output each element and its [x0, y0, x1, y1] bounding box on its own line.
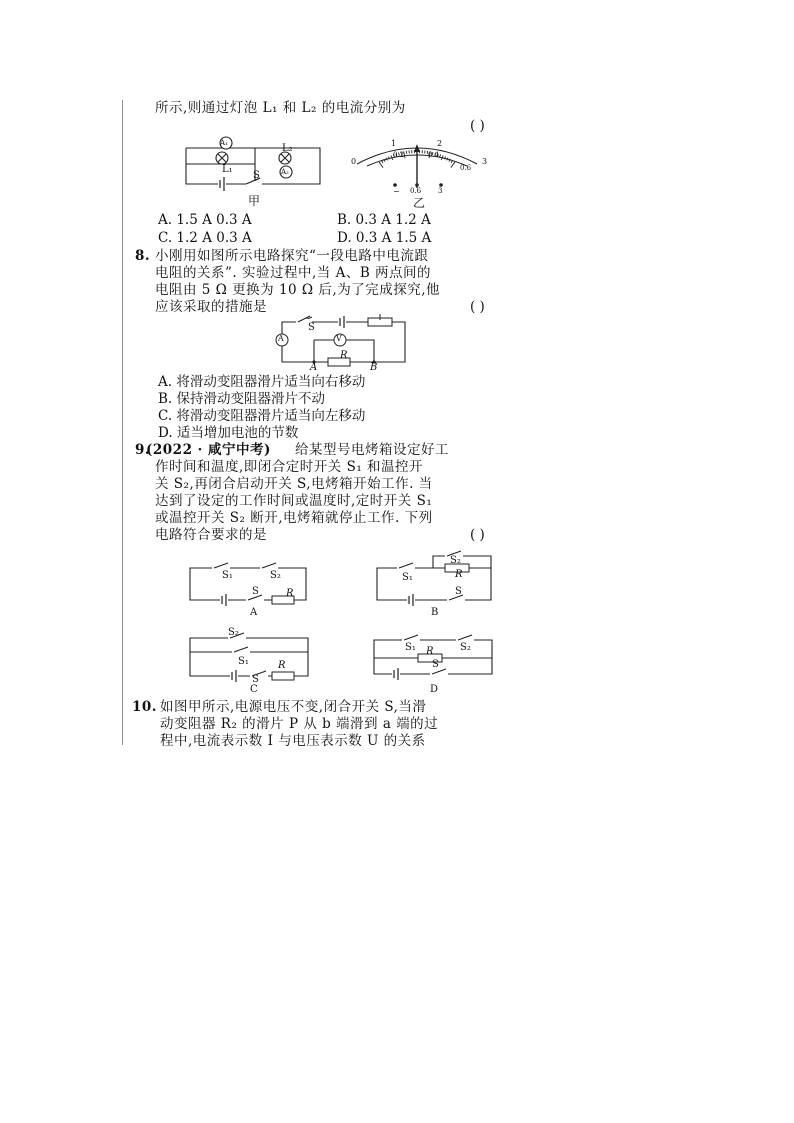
- q7-option-d: D. 0.3 A 1.5 A: [337, 230, 432, 246]
- q8-answer-paren: ( ): [470, 299, 485, 315]
- label-a1: A₁: [220, 139, 228, 147]
- q9-line-4: 达到了设定的工作时间或温度时,定时开关 S₁: [155, 493, 433, 509]
- meter-bottom-06: 0.6: [460, 164, 472, 172]
- terminal-3: 3: [438, 187, 443, 195]
- circuit-b-r: R: [455, 569, 463, 580]
- q7-caption-jia: 甲: [248, 194, 261, 208]
- dial-tick: [440, 154, 441, 157]
- circuit-d-s1: S₁: [405, 642, 416, 653]
- terminal-06: 0.6: [410, 187, 422, 195]
- meter-top-1: 1: [391, 139, 397, 148]
- q9-source: (2022 · 咸宁中考): [146, 442, 271, 458]
- meter-top-0: 0: [351, 157, 357, 166]
- q9-answer-paren: ( ): [470, 527, 485, 543]
- label-l2: L₂: [282, 143, 293, 154]
- circuit-c-s2: S₂: [228, 627, 239, 638]
- q8-label-voltmeter: V: [336, 334, 342, 343]
- q8-option-c: C. 将滑动变阻器滑片适当向左移动: [158, 408, 366, 424]
- q9-line-6: 电路符合要求的是: [155, 527, 267, 543]
- q9-line-5: 或温控开关 S₂ 断开,电烤箱就停止工作. 下列: [155, 510, 433, 526]
- q8-label-point-a: A: [310, 362, 318, 373]
- label-l1: L₁: [222, 164, 233, 175]
- circuit-c-s1: S₁: [238, 656, 249, 667]
- label-s: S: [253, 170, 260, 181]
- q8-label-ammeter: A: [278, 334, 284, 343]
- meter-top-2: 2: [437, 139, 443, 148]
- q9-line-3: 关 S₂,再闭合启动开关 S,电烤箱开始工作. 当: [155, 476, 433, 492]
- q8-option-b: B. 保持滑动变阻器滑片不动: [158, 391, 326, 407]
- q8-number: 8.: [135, 248, 151, 264]
- q10-line-2: 动变阻器 R₂ 的滑片 P 从 b 端滑到 a 端的过: [160, 716, 439, 732]
- q9-circuit-b: [375, 552, 497, 604]
- circuit-b-s: S: [455, 586, 462, 597]
- circuit-a-s2: S₂: [270, 570, 281, 581]
- circuit-b-s1: S₁: [402, 572, 413, 583]
- q8-option-d: D. 适当增加电池的节数: [158, 425, 299, 441]
- circuit-d-caption: D: [430, 684, 439, 695]
- meter-bottom-02: 0.2: [393, 151, 405, 159]
- dial-tick: [386, 158, 387, 161]
- q7-option-a: A. 1.5 A 0.3 A: [158, 212, 252, 228]
- terminal-minus: −: [393, 187, 400, 196]
- circuit-d-s2: S₂: [460, 642, 471, 653]
- q9-line-1: 给某型号电烤箱设定好工: [295, 442, 449, 458]
- meter-bottom-04: 0.4: [428, 151, 440, 159]
- q8-line-1: 小刚用如图所示电路探究“一段电路中电流跟: [155, 248, 429, 264]
- q8-option-a: A. 将滑动变阻器滑片适当向右移动: [158, 374, 366, 390]
- margin-rule: [122, 100, 123, 745]
- q8-label-r: R: [340, 350, 348, 361]
- circuit-c-s: S: [252, 674, 259, 685]
- circuit-b-caption: B: [431, 607, 439, 618]
- q7-answer-paren: ( ): [470, 118, 485, 134]
- circuit-c-caption: C: [250, 684, 258, 695]
- q7-option-c: C. 1.2 A 0.3 A: [158, 230, 252, 246]
- circuit-a-caption: A: [250, 607, 258, 618]
- circuit-d-s: S: [432, 659, 439, 670]
- q8-line-3: 电阻由 5 Ω 更换为 10 Ω 后,为了完成探究,他: [155, 282, 440, 298]
- q8-line-4: 应该采取的措施是: [155, 299, 267, 315]
- dial-tick: [447, 158, 448, 161]
- q10-number: 10.: [132, 699, 157, 715]
- label-a2: A₂: [281, 168, 289, 176]
- circuit-c-r: R: [278, 660, 286, 671]
- q7-circuit-jia: [180, 136, 325, 191]
- circuit-a-s: S: [252, 586, 259, 597]
- q8-label-s: S: [308, 322, 315, 333]
- circuit-a-s1: S₁: [222, 570, 233, 581]
- circuit-a-r: R: [286, 588, 294, 599]
- q9-number: 9.: [135, 442, 151, 458]
- q7-caption-yi: 乙: [413, 196, 426, 210]
- q8-line-2: 电阻的关系”. 实验过程中,当 A、B 两点间的: [155, 265, 432, 281]
- q10-line-1: 如图甲所示,电源电压不变,闭合开关 S,当滑: [160, 699, 427, 715]
- circuit-d-r: R: [426, 646, 434, 657]
- q9-circuit-d: [372, 634, 496, 680]
- circuit-b-s2: S₂: [450, 555, 461, 566]
- q7-option-b: B. 0.3 A 1.2 A: [337, 212, 431, 228]
- q9-line-2: 作时间和温度,即闭合定时开关 S₁ 和温控开: [155, 459, 424, 475]
- q8-label-point-b: B: [370, 362, 378, 373]
- meter-top-3: 3: [482, 157, 488, 166]
- q9-circuit-c: [188, 632, 312, 680]
- q10-line-3: 程中,电流表示数 I 与电压表示数 U 的关系: [160, 733, 426, 749]
- q8-circuit: [270, 314, 410, 372]
- q7-stem-tail: 所示,则通过灯泡 L₁ 和 L₂ 的电流分别为: [155, 100, 406, 116]
